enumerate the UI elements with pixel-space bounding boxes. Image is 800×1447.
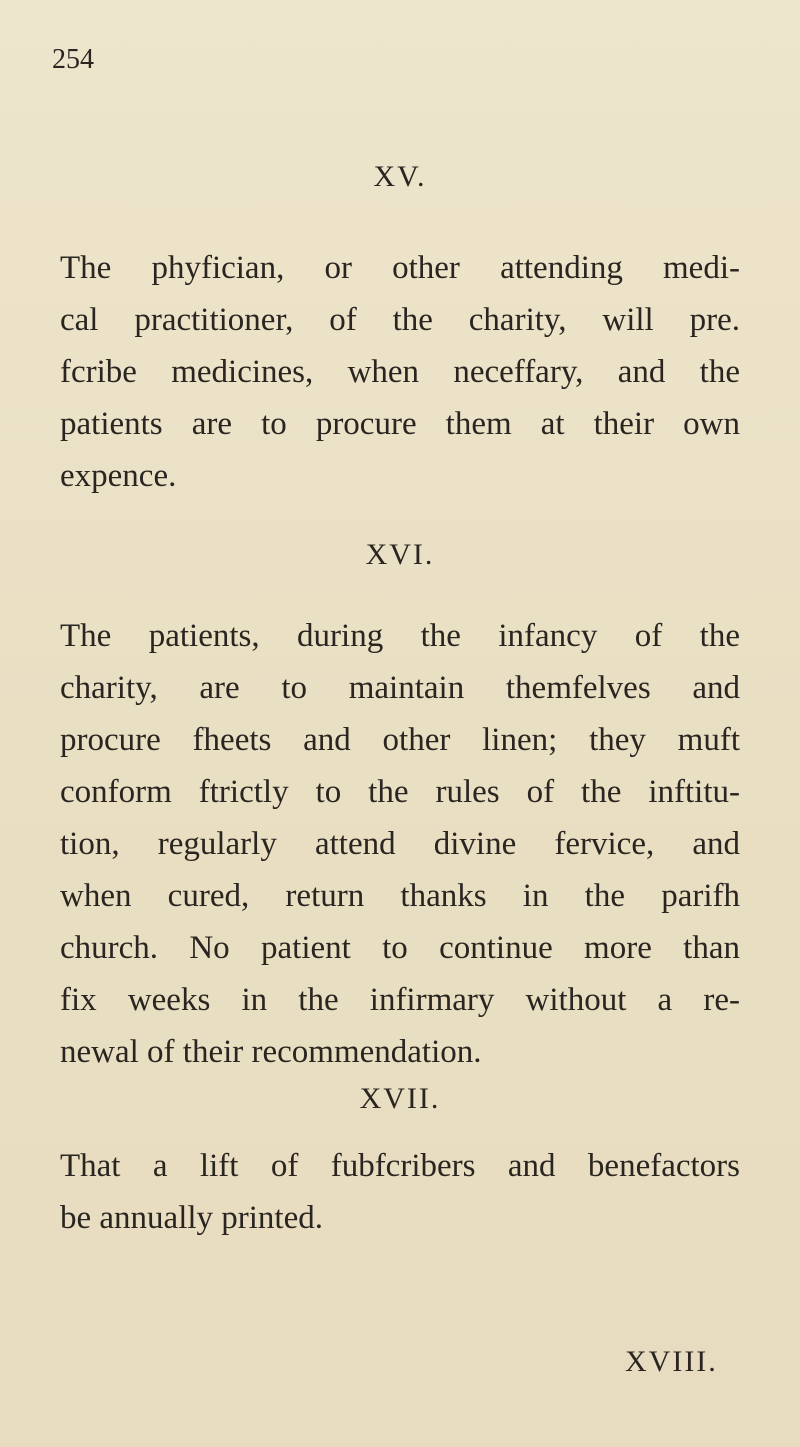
text-line: fix weeks in the infirmary without a re- [60, 982, 740, 1018]
section-heading-xvii: XVII. [359, 1082, 441, 1115]
text-line: cal practitioner, of the charity, will pre. [60, 302, 740, 338]
text-line: be annually printed. [60, 1200, 324, 1236]
text-line: charity, are to maintain themfelves and [60, 670, 740, 706]
text-line: newal of their recommendation. [60, 1034, 482, 1070]
text-line: when cured, return thanks in the parifh [60, 878, 740, 914]
text-line: That a lift of fubfcribers and benefactors [60, 1148, 740, 1184]
section-body-xvii [60, 1140, 740, 1244]
page-number: 254 [52, 44, 94, 75]
text-line: The patients, during the infancy of the [60, 618, 740, 654]
catchword: XVIII. [625, 1345, 718, 1378]
section-heading-xvi: XVI. [365, 538, 435, 571]
section-body-xvi [60, 610, 740, 1078]
section-body-xv [60, 242, 740, 502]
text-line: fcribe medicines, when neceffary, and the [60, 354, 740, 390]
text-line: conform ftrictly to the rules of the inftitu- [60, 774, 740, 810]
text-line: tion, regularly attend divine fervice, and [60, 826, 740, 862]
section-heading-xv: XV. [373, 160, 427, 193]
text-line: church. No patient to continue more than [60, 930, 740, 966]
text-line: procure fheets and other linen; they muft [60, 722, 740, 758]
text-line: The phyfician, or other attending medi- [60, 250, 740, 286]
text-line: patients are to procure them at their own [60, 406, 740, 442]
text-line: expence. [60, 458, 177, 494]
